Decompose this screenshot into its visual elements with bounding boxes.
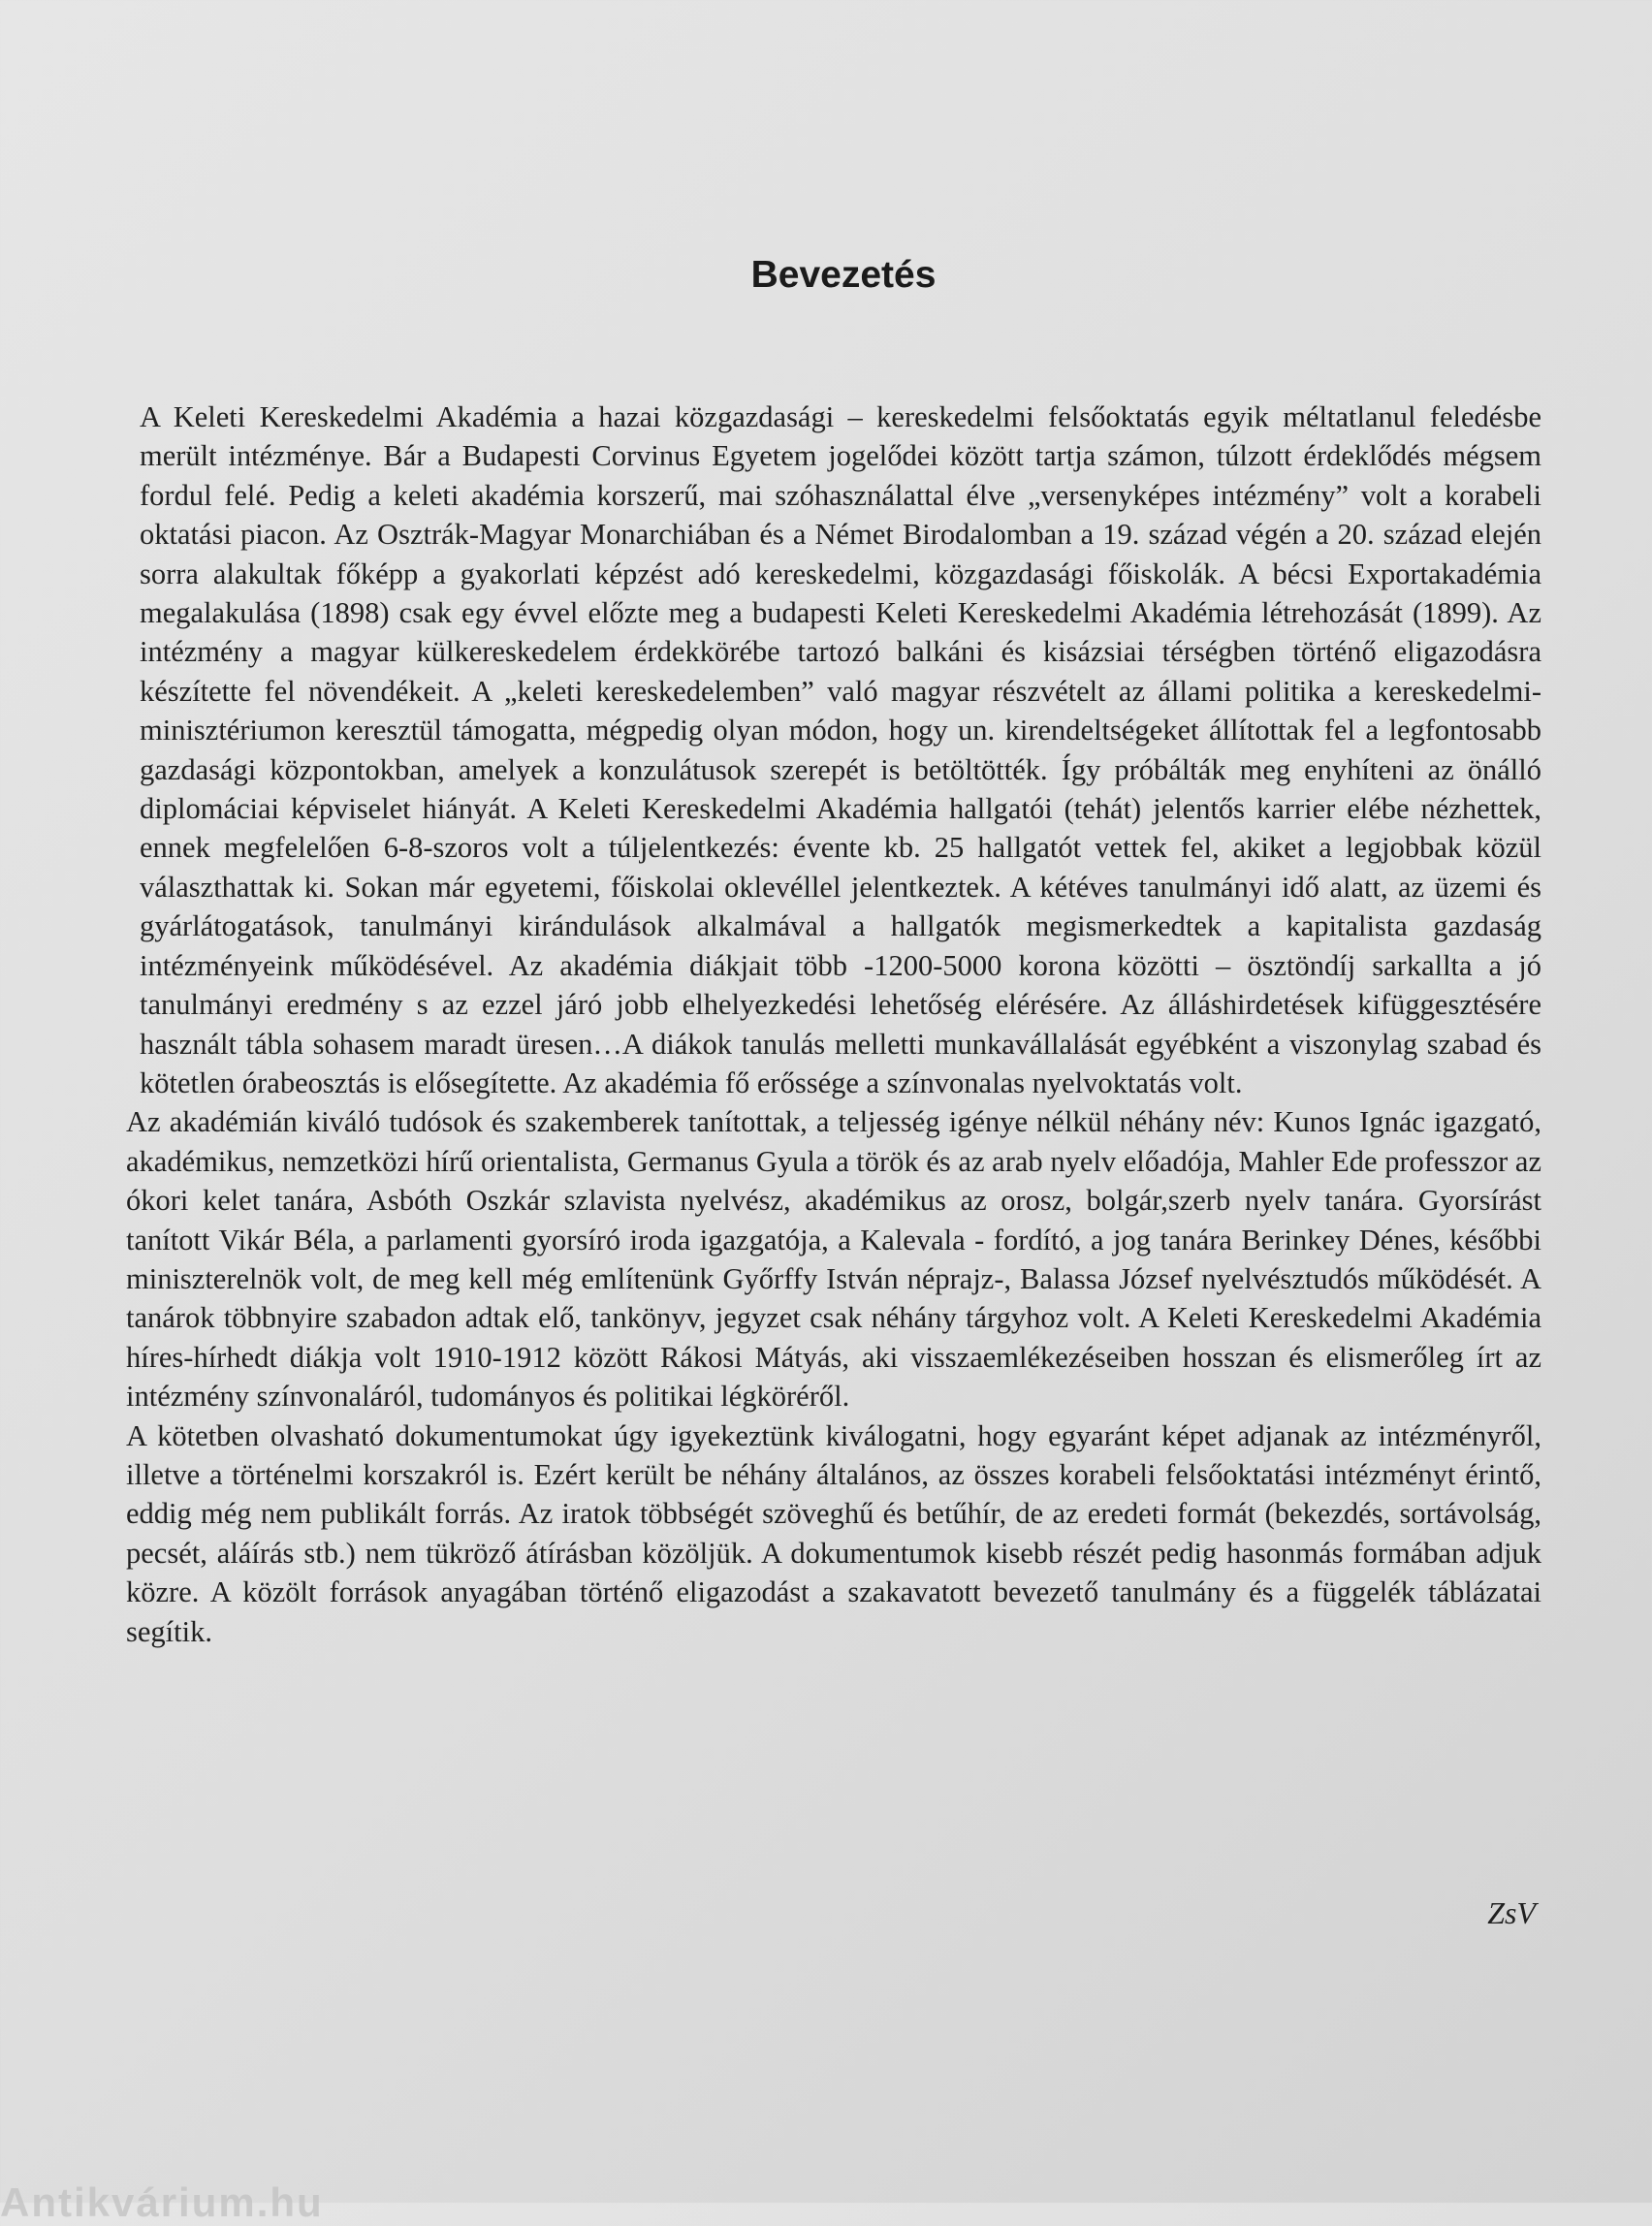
watermark: Antikvárium.hu — [0, 2179, 324, 2225]
signature: ZsV — [1487, 1895, 1536, 1930]
paragraph-documents: A kötetben olvasható dokumentumokat úgy igyekeztünk kiválogatni, hogy egyaránt képet adjanak az intézményről, illetve a történelmi korszakról is. Ezért került be néhány általános, az összes korabeli felsőoktatási intézményt érintő, eddig még nem publikált forrás. Az iratok többségét szöveghű és betűhír, de az eredeti formát (bekezdés, sortávolság, pecsét, aláírás stb.) nem tükröző átírásban közöljük. A dokumentumok kisebb részét pedig hasonmás formában adjuk közre. A közölt források anyagában történő eligazodást a szakavatott bevezető tanulmány és a függelék táblázatai segítik. — [126, 1418, 1541, 1648]
page-title: Bevezetés — [750, 254, 937, 296]
paragraph-intro: A Keleti Kereskedelmi Akadémia a hazai közgazdasági – kereskedelmi felsőoktatás egyik méltatlanul feledésbe merült intézménye. Bár a Budapesti Corvinus Egyetem jogelődei között tartja számon, túlzott érdeklődés mégsem fordul felé. Pedig a keleti akadémia korszerű, mai szóhasználattal élve „versenyképes intézmény” volt a korabeli oktatási piacon. Az Osztrák-Magyar Monarchiában és a Német Birodalomban a 19. század végén a 20. század elején sorra alakultak főképp a gyakorlati képzést adó kereskedelmi, közgazdasági főiskolák. A bécsi Exportakadémia megalakulása (1898) csak egy évvel előzte meg a budapesti Keleti Kereskedelmi Akadémia létrehozását (1899). Az intézmény a magyar külkereskedelem érdekkörébe tartozó balkáni és kisázsiai térségben történő eligazodásra készítette fel növendékeit. A „keleti kereskedelemben” való magyar részvételt az állami politika a kereskedelmi-minisztériumon keresztül támogatta, mégpedig olyan módon, hogy un. kirendeltségeket állítottak fel a legfontosabb gazdasági központokban, amelyek a konzulátusok szerepét is betöltötték. Így próbálták meg enyhíteni az önálló diplomáciai képviselet hiányát. A Keleti Kereskedelmi Akadémia hallgatói (tehát) jelentős karrier elébe nézhettek, ennek megfelelően 6-8-szoros volt a túljelentkezés: évente kb. 25 hallgatót vettek fel, akiket a legjobbak közül választhattak ki. Sokan már egyetemi, főiskolai oklevéllel jelentkeztek. A kétéves tanulmányi idő alatt, az üzemi és gyárlátogatások, tanulmányi kirándulások alkalmával a hallgatók megismerkedtek a kapitalista gazdaság intézményeink működésével. Az akadémia diákjait több -1200-5000 korona közötti – ösztöndíj sarkallta a jó tanulmányi eredmény s az ezzel járó jobb elhelyezkedési lehetőség elérésére. Az álláshirdetések kifüggesztésére használt tábla sohasem maradt üresen…A diákok tanulás melletti munkavállalását egyébként a viszonylag szabad és kötetlen órabeosztás is elősegítette. Az akadémia fő erőssége a színvonalas nyelvoktatás volt. — [140, 400, 1541, 1099]
body-text — [126, 398, 1541, 1651]
paragraph-teachers: Az akadémián kiváló tudósok és szakemberek tanítottak, a teljesség igénye nélkül néhány név: Kunos Ignác igazgató, akadémikus, nemzetközi hírű orientalista, Germanus Gyula a török és az arab nyelv előadója, Mahler Ede professzor az ókori kelet tanára, Asbóth Oszkár szlavista nyelvész, akadémikus az orosz, bolgár,szerb nyelv tanára. Gyorsírást tanított Vikár Béla, a parlamenti gyorsíró iroda igazgatója, a Kalevala - fordító, a jog tanára Berinkey Dénes, későbbi miniszterelnök volt, de meg kell még említenünk Győrffy István néprajz-, Balassa József nyelvésztudós működését. A tanárok többnyire szabadon adtak elő, tankönyv, jegyzet csak néhány tárgyhoz volt. A Keleti Kereskedelmi Akadémia híres-hírhedt diákja volt 1910-1912 között Rákosi Mátyás, aki visszaemlékezéseiben hosszan és elismerőleg írt az intézmény színvonaláról, tudományos és politikai légköréről. — [126, 1105, 1541, 1414]
